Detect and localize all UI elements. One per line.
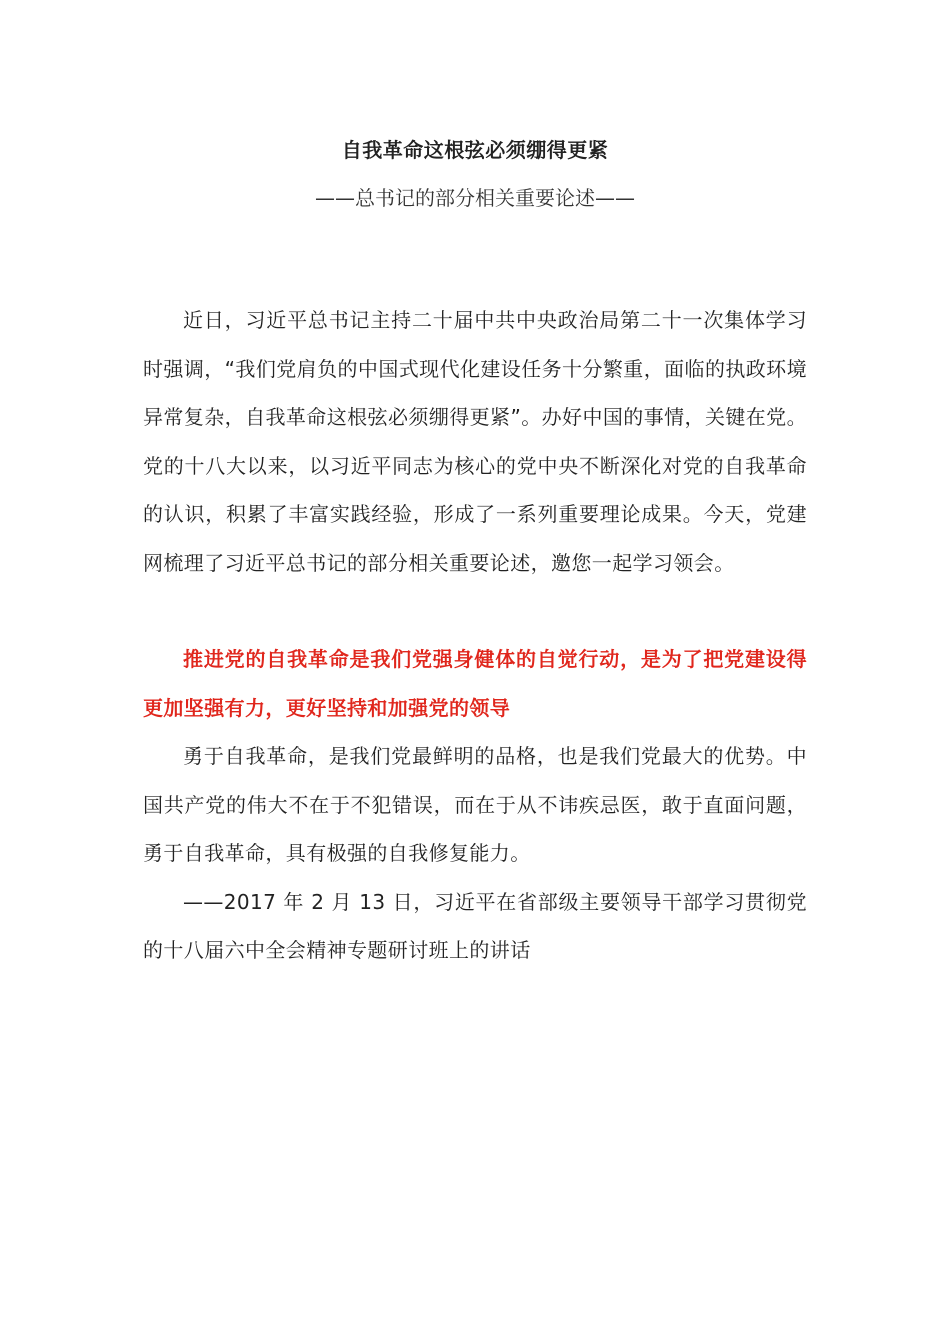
section-heading: 推进党的自我革命是我们党强身健体的自觉行动，是为了把党建设得更加坚强有力，更好坚持和加强党的领导	[143, 647, 807, 720]
quote-source: ——2017 年 2 月 13 日，习近平在省部级主要领导干部学习贯彻党的十八届六中全会精神专题研讨班上的讲话	[143, 889, 807, 962]
intro-paragraph: 近日，习近平总书记主持二十届中共中央政治局第二十一次集体学习时强调，“我们党肩负的中国式现代化建设任务十分繁重，面临的执政环境异常复杂，自我革命这根弦必须绷得更紧”。办好中国的事情，关键在党。党的十八大以来，以习近平同志为核心的党中央不断深化对党的自我革命的认识，积累了丰富实践经验，形成了一系列重要理论成果。今天，党建网梳理了习近平总书记的部分相关重要论述，邀您一起学习领会。	[143, 308, 807, 575]
document-title: 自我革命这根弦必须绷得更紧	[341, 138, 609, 162]
document-page	[143, 132, 807, 975]
document-subtitle: ——总书记的部分相关重要论述——	[315, 186, 635, 210]
quote-paragraph: 勇于自我革命，是我们党最鲜明的品格，也是我们党最大的优势。中国共产党的伟大不在于不犯错误，而在于从不讳疾忌医，敢于直面问题，勇于自我革命，具有极强的自我修复能力。	[143, 744, 807, 865]
